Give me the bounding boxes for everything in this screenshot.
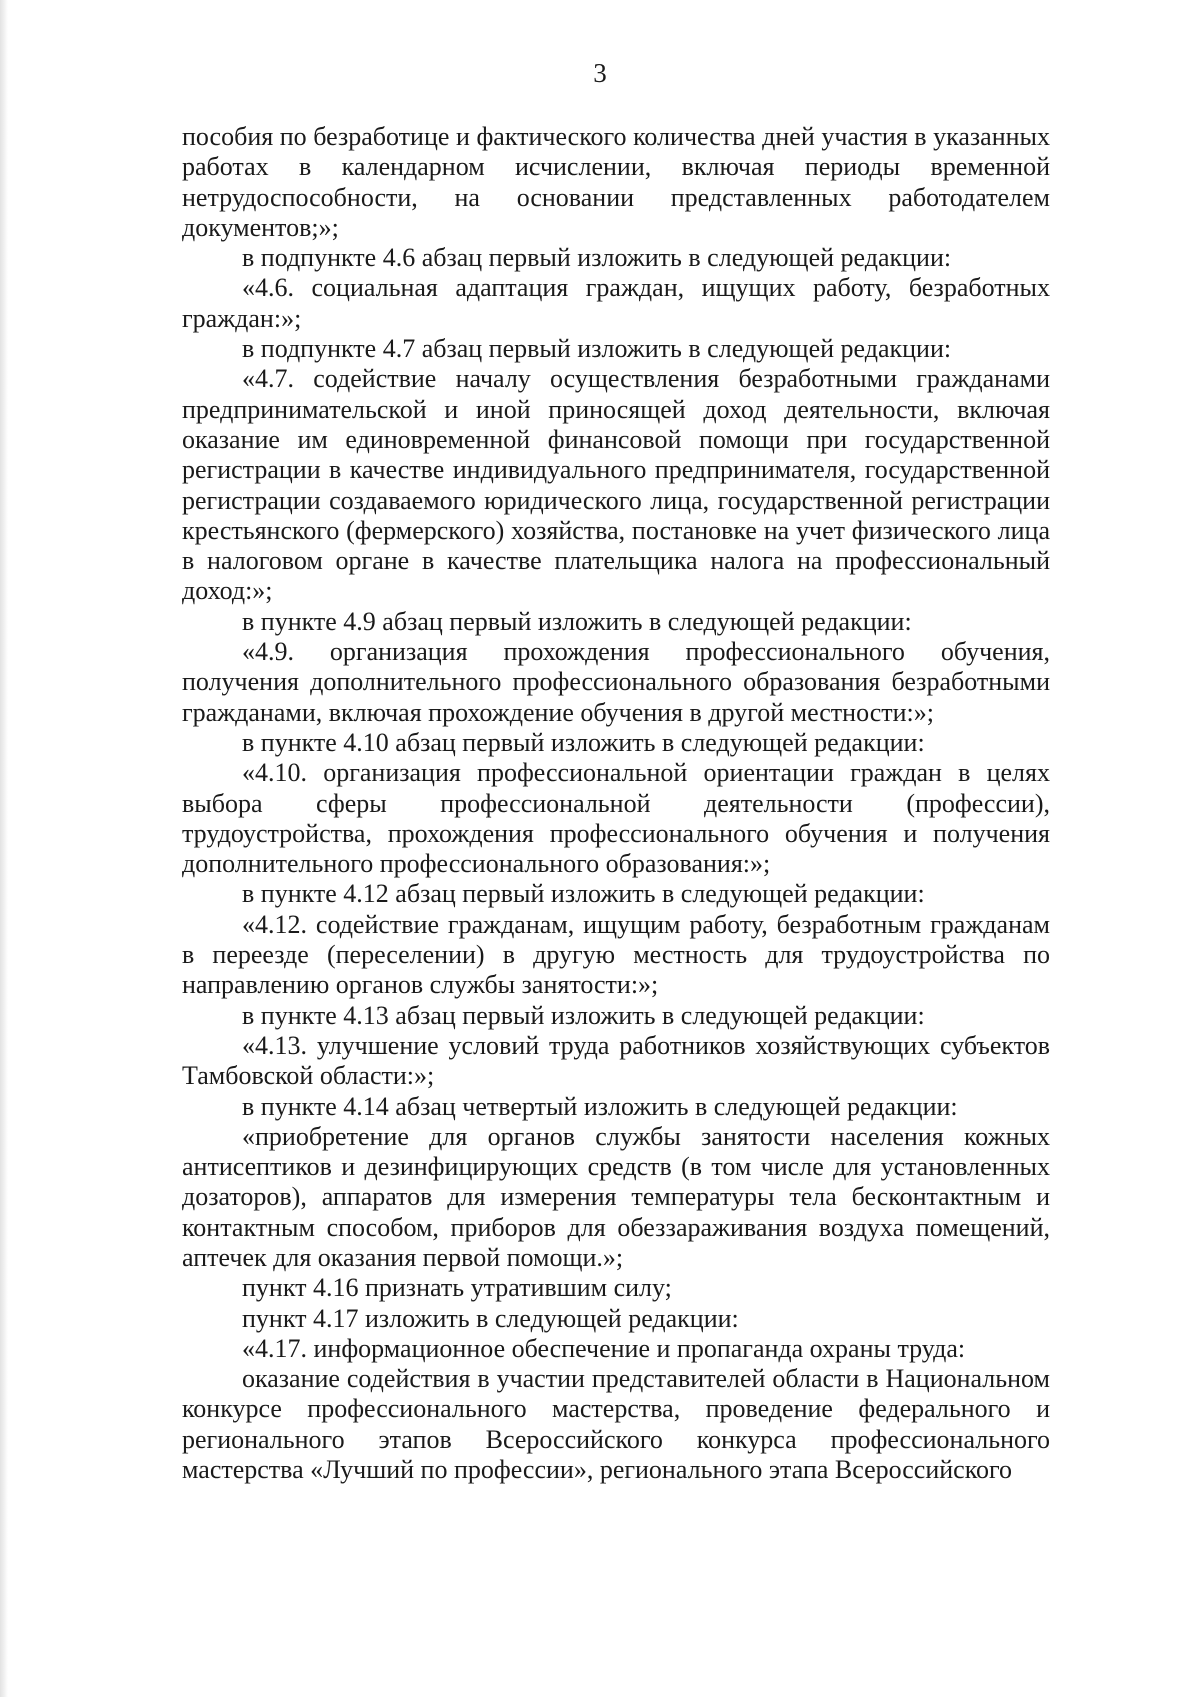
paragraph: «4.6. социальная адаптация граждан, ищущих работу, безработных граждан:»; <box>182 273 1050 333</box>
paragraph: «4.12. содействие гражданам, ищущим работу, безработным гражданам в переезде (переселении) в другую местность для трудоустройства по направлению органов службы занятости:»; <box>182 909 1050 1000</box>
paragraph: «приобретение для органов службы занятости населения кожных антисептиков и дезинфицирующих средств (в том числе для установленных дозаторов), аппаратов для измерения температуры тела бесконтактным и контактным способом, приборов для обеззараживания воздуха помещений, аптечек для оказания первой помощи.»; <box>182 1121 1050 1272</box>
paragraph: оказание содействия в участии представителей области в Национальном конкурсе профессионального мастерства, проведение федерального и регионального этапов Всероссийского конкурса профессионального мастерства «Лучший по профессии», регионального этапа Всероссийского <box>182 1364 1050 1485</box>
scan-edge-shadow <box>0 0 8 1697</box>
paragraph: в пункте 4.12 абзац первый изложить в следующей редакции: <box>242 879 925 909</box>
paragraph: в подпункте 4.6 абзац первый изложить в следующей редакции: <box>242 243 952 273</box>
paragraph: пункт 4.17 изложить в следующей редакции: <box>242 1303 739 1333</box>
paragraph: «4.13. улучшение условий труда работников хозяйствующих субъектов Тамбовской области:»; <box>182 1030 1050 1091</box>
paragraph: «4.9. организация прохождения профессионального обучения, получения дополнительного профессионального образования безработными гражданами, включая прохождение обучения в другой местности:»; <box>182 637 1050 727</box>
page-number: 3 <box>593 58 607 88</box>
paragraph: в пункте 4.9 абзац первый изложить в следующей редакции: <box>242 606 912 636</box>
paragraph: пункт 4.16 признать утратившим силу; <box>242 1273 672 1303</box>
document-body <box>182 122 1050 1485</box>
paragraph: «4.17. информационное обеспечение и пропаганда охраны труда: <box>242 1333 966 1363</box>
paragraph: пособия по безработице и фактического количества дней участия в указанных работах в календарном исчислении, включая периоды временной нетрудоспособности, на основании представленных работодателем документов;»; <box>182 122 1050 242</box>
paragraph: в пункте 4.13 абзац первый изложить в следующей редакции: <box>242 1000 925 1030</box>
paragraph: «4.7. содействие началу осуществления безработными гражданами предпринимательской и иной приносящей доход деятельности, включая оказание им единовременной финансовой помощи при государственной регистрации в качестве индивидуального предпринимателя, государственной регистрации создаваемого юридического лица, государственной регистрации крестьянского (фермерского) хозяйства, постановке на учет физического лица в налоговом органе в качестве плательщика налога на профессиональный доход:»; <box>182 364 1050 606</box>
paragraph: в подпункте 4.7 абзац первый изложить в следующей редакции: <box>242 334 952 364</box>
paragraph: в пункте 4.14 абзац четвертый изложить в следующей редакции: <box>242 1091 958 1121</box>
paragraph: в пункте 4.10 абзац первый изложить в следующей редакции: <box>242 727 925 757</box>
paragraph: «4.10. организация профессиональной ориентации граждан в целях выбора сферы профессиональной деятельности (профессии), трудоустройства, прохождения профессионального обучения и получения дополнительного профессионального образования:»; <box>182 758 1050 879</box>
